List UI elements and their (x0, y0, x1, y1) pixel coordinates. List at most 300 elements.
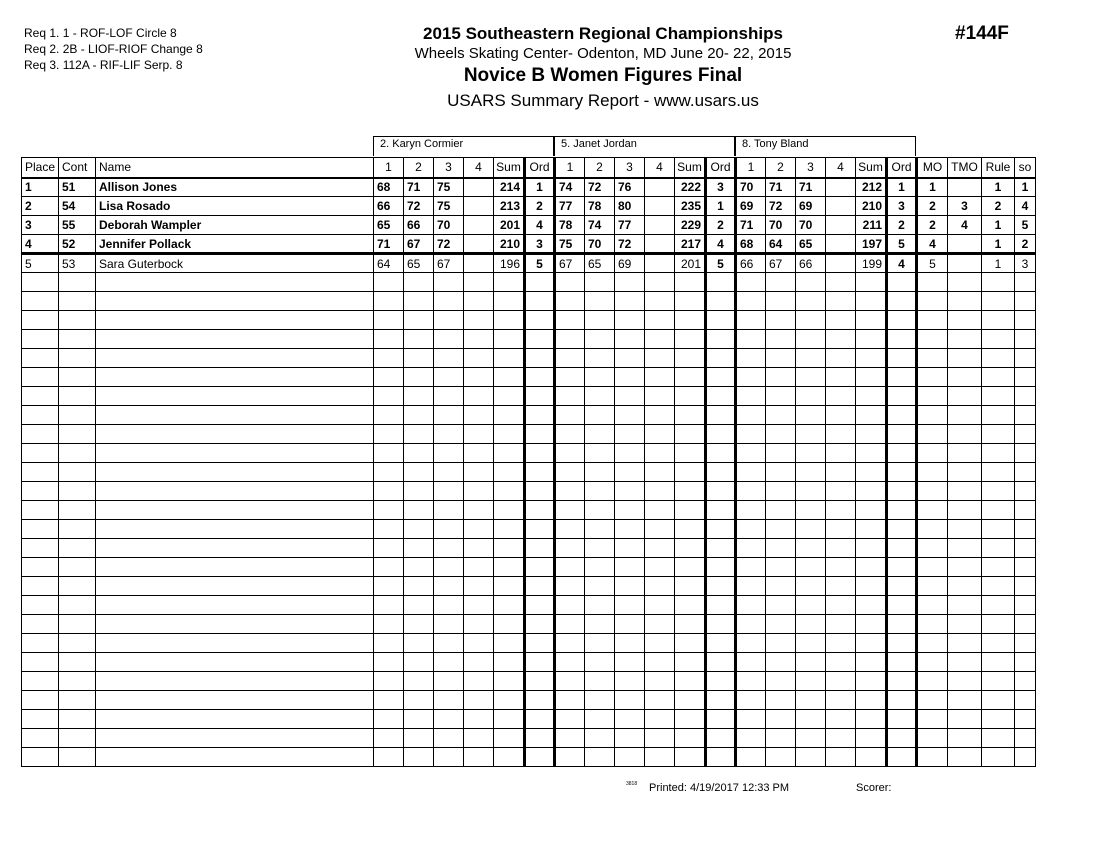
judge2-score1-cell: 77 (555, 197, 585, 216)
judge2-sum-cell: 229 (675, 216, 706, 235)
judge1-score2-cell (404, 672, 434, 691)
judge3-score2-cell (766, 444, 796, 463)
judge2-score2-cell (585, 520, 615, 539)
judge3-score2-cell: 70 (766, 216, 796, 235)
judge1-ord-cell (525, 330, 555, 349)
judge2-score4-cell (645, 235, 675, 254)
judge2-ord-cell (706, 672, 736, 691)
judge1-sum-cell: 201 (494, 216, 525, 235)
rule-cell (982, 520, 1015, 539)
judge3-ord-cell (887, 482, 917, 501)
judge3-score2-cell (766, 672, 796, 691)
judge1-score1-cell (374, 273, 404, 292)
judge3-score4-cell (826, 634, 856, 653)
judge3-ord-cell: 1 (887, 178, 917, 197)
judge2-score2-cell (585, 311, 615, 330)
place-cell (22, 577, 59, 596)
judge1-score3-cell (434, 387, 464, 406)
judge1-score2-cell (404, 273, 434, 292)
judge3-score2-cell (766, 406, 796, 425)
name-cell: Lisa Rosado (96, 197, 374, 216)
judge2-score4-cell (645, 330, 675, 349)
cont-cell (59, 368, 96, 387)
name-cell (96, 311, 374, 330)
judge2-sum-cell (675, 463, 706, 482)
judge1-score2-cell (404, 425, 434, 444)
judge1-score3-cell (434, 349, 464, 368)
judge3-score1-cell (736, 520, 766, 539)
judge2-sum-cell (675, 387, 706, 406)
judge3-score2-cell (766, 292, 796, 311)
rule-cell (982, 273, 1015, 292)
judge2-sum-cell (675, 539, 706, 558)
judge3-score2-cell (766, 748, 796, 767)
so-cell (1015, 710, 1036, 729)
judge2-ord-cell (706, 406, 736, 425)
blank-row (22, 653, 1036, 672)
col-tmo: TMO (948, 158, 982, 178)
judge3-score4-cell (826, 463, 856, 482)
judge2-sum-cell (675, 520, 706, 539)
judge2-score1-cell (555, 425, 585, 444)
blank-row (22, 691, 1036, 710)
judge1-sum-cell (494, 691, 525, 710)
rule-cell (982, 482, 1015, 501)
judge3-score4-cell (826, 672, 856, 691)
place-cell (22, 691, 59, 710)
judge2-score4-cell (645, 425, 675, 444)
column-header-row (22, 158, 1036, 178)
judge1-score1-cell (374, 672, 404, 691)
so-cell (1015, 463, 1036, 482)
judge1-sum-cell (494, 349, 525, 368)
judge3-score3-cell (796, 482, 826, 501)
tmo-cell (948, 387, 982, 406)
col-j1-3: 3 (434, 158, 464, 178)
judge1-score2-cell (404, 482, 434, 501)
so-cell (1015, 539, 1036, 558)
judge1-score1-cell: 66 (374, 197, 404, 216)
judge2-ord-cell (706, 501, 736, 520)
judge1-sum-cell: 213 (494, 197, 525, 216)
judge2-score2-cell: 74 (585, 216, 615, 235)
judge1-score4-cell (464, 349, 494, 368)
judge2-score4-cell (645, 729, 675, 748)
judge2-score4-cell (645, 349, 675, 368)
judge1-score1-cell: 71 (374, 235, 404, 254)
judge1-score3-cell (434, 634, 464, 653)
judge2-score2-cell (585, 539, 615, 558)
judge2-score1-cell (555, 577, 585, 596)
result-row (22, 235, 1036, 254)
so-cell (1015, 653, 1036, 672)
rule-cell (982, 729, 1015, 748)
judge1-score3-cell (434, 273, 464, 292)
judge1-sum-cell (494, 729, 525, 748)
requirement-3: Req 3. 112A - RIF-LIF Serp. 8 (24, 58, 183, 72)
judge2-score3-cell: 69 (615, 254, 645, 273)
judge3-score3-cell (796, 558, 826, 577)
judge1-score4-cell (464, 235, 494, 254)
judge3-score2-cell (766, 729, 796, 748)
judge2-sum-cell (675, 634, 706, 653)
judge3-sum-cell (856, 501, 887, 520)
judge1-score3-cell: 75 (434, 197, 464, 216)
judge2-sum-cell: 222 (675, 178, 706, 197)
judge3-score1-cell (736, 425, 766, 444)
judge2-score1-cell (555, 520, 585, 539)
judge3-sum-cell: 211 (856, 216, 887, 235)
place-cell (22, 482, 59, 501)
judge2-score2-cell (585, 292, 615, 311)
place-cell (22, 634, 59, 653)
tmo-cell (948, 672, 982, 691)
mo-cell (917, 463, 948, 482)
mo-cell (917, 520, 948, 539)
name-cell (96, 292, 374, 311)
judge1-score2-cell (404, 615, 434, 634)
judge2-score1-cell (555, 292, 585, 311)
judge1-sum-cell (494, 482, 525, 501)
judge2-score2-cell (585, 558, 615, 577)
judge2-sum-cell (675, 729, 706, 748)
judge2-score1-cell: 67 (555, 254, 585, 273)
mo-cell (917, 273, 948, 292)
so-cell (1015, 520, 1036, 539)
cont-cell (59, 596, 96, 615)
cont-cell (59, 330, 96, 349)
judge2-ord-cell (706, 596, 736, 615)
judge2-score4-cell (645, 520, 675, 539)
so-cell (1015, 387, 1036, 406)
mo-cell: 4 (917, 235, 948, 254)
place-cell (22, 444, 59, 463)
judge3-sum-cell (856, 330, 887, 349)
judge3-score3-cell (796, 330, 826, 349)
col-j3-ord: Ord (887, 158, 917, 178)
judge2-ord-cell (706, 311, 736, 330)
mo-cell (917, 691, 948, 710)
judge1-score4-cell (464, 387, 494, 406)
judge3-score1-cell: 69 (736, 197, 766, 216)
blank-row (22, 596, 1036, 615)
judge2-sum-cell (675, 311, 706, 330)
so-cell (1015, 311, 1036, 330)
mo-cell (917, 406, 948, 425)
name-cell (96, 748, 374, 767)
judge3-ord-cell (887, 710, 917, 729)
name-cell (96, 672, 374, 691)
judge3-score3-cell (796, 596, 826, 615)
judge3-ord-cell (887, 463, 917, 482)
tmo-cell (948, 482, 982, 501)
so-cell (1015, 748, 1036, 767)
judge3-sum-cell (856, 710, 887, 729)
judge1-sum-cell (494, 501, 525, 520)
judge1-score3-cell (434, 577, 464, 596)
judge2-sum-cell (675, 577, 706, 596)
rule-cell (982, 596, 1015, 615)
judge1-score2-cell (404, 520, 434, 539)
judge1-score1-cell (374, 387, 404, 406)
scorer-label: Scorer: (856, 782, 892, 794)
col-j2-4: 4 (645, 158, 675, 178)
judge2-score3-cell: 80 (615, 197, 645, 216)
judge2-score2-cell (585, 501, 615, 520)
col-j2-1: 1 (555, 158, 585, 178)
judge1-ord-cell (525, 729, 555, 748)
judge1-score2-cell (404, 311, 434, 330)
judge1-score4-cell (464, 558, 494, 577)
judge2-score4-cell (645, 482, 675, 501)
judge3-ord-cell: 3 (887, 197, 917, 216)
cont-cell: 52 (59, 235, 96, 254)
printed-timestamp: Printed: 4/19/2017 12:33 PM (649, 782, 790, 794)
cont-cell (59, 577, 96, 596)
judge3-score2-cell (766, 710, 796, 729)
rule-cell (982, 634, 1015, 653)
judge-header-2: 5. Janet Jordan (554, 136, 735, 156)
judge1-sum-cell (494, 577, 525, 596)
rule-cell (982, 653, 1015, 672)
judge2-sum-cell (675, 444, 706, 463)
judge2-score4-cell (645, 539, 675, 558)
so-cell (1015, 501, 1036, 520)
judge1-score3-cell (434, 311, 464, 330)
mo-cell (917, 596, 948, 615)
place-cell (22, 729, 59, 748)
judge2-score1-cell (555, 501, 585, 520)
judge1-score1-cell (374, 558, 404, 577)
mo-cell: 1 (917, 178, 948, 197)
judge2-score1-cell (555, 539, 585, 558)
mo-cell: 5 (917, 254, 948, 273)
judge1-score3-cell (434, 596, 464, 615)
judge3-sum-cell (856, 672, 887, 691)
judge2-score4-cell (645, 444, 675, 463)
judge3-score2-cell (766, 653, 796, 672)
judge2-score3-cell: 72 (615, 235, 645, 254)
requirement-1: Req 1. 1 - ROF-LOF Circle 8 (24, 26, 177, 40)
place-cell: 4 (22, 235, 59, 254)
judge2-sum-cell (675, 748, 706, 767)
judge3-ord-cell (887, 577, 917, 596)
judge1-score2-cell (404, 577, 434, 596)
judge1-sum-cell (494, 273, 525, 292)
cont-cell (59, 691, 96, 710)
judge2-score2-cell (585, 463, 615, 482)
judge2-ord-cell (706, 710, 736, 729)
mo-cell (917, 501, 948, 520)
judge2-score3-cell (615, 273, 645, 292)
judge1-score4-cell (464, 330, 494, 349)
judge1-sum-cell (494, 387, 525, 406)
judge3-ord-cell (887, 615, 917, 634)
rule-cell: 1 (982, 178, 1015, 197)
cont-cell (59, 425, 96, 444)
cont-cell (59, 349, 96, 368)
judge1-score2-cell (404, 387, 434, 406)
judge1-ord-cell (525, 425, 555, 444)
mo-cell (917, 653, 948, 672)
judge1-score3-cell: 67 (434, 254, 464, 273)
judge1-score2-cell (404, 463, 434, 482)
place-cell: 2 (22, 197, 59, 216)
mo-cell (917, 482, 948, 501)
judge2-score3-cell (615, 425, 645, 444)
judge2-score1-cell (555, 368, 585, 387)
judge3-score3-cell: 65 (796, 235, 826, 254)
judge2-ord-cell (706, 387, 736, 406)
judge2-score4-cell (645, 387, 675, 406)
blank-row (22, 273, 1036, 292)
judge1-score2-cell (404, 596, 434, 615)
judge2-score1-cell (555, 748, 585, 767)
judge3-score1-cell (736, 672, 766, 691)
judge2-sum-cell (675, 349, 706, 368)
name-cell (96, 482, 374, 501)
judge2-sum-cell (675, 501, 706, 520)
so-cell (1015, 330, 1036, 349)
blank-row (22, 311, 1036, 330)
judge3-score4-cell (826, 387, 856, 406)
place-cell (22, 520, 59, 539)
name-cell (96, 406, 374, 425)
judge1-score2-cell (404, 691, 434, 710)
judge2-ord-cell (706, 634, 736, 653)
cont-cell (59, 444, 96, 463)
judge2-score4-cell (645, 368, 675, 387)
cont-cell: 55 (59, 216, 96, 235)
judge1-score3-cell (434, 539, 464, 558)
judge1-score4-cell (464, 444, 494, 463)
name-cell (96, 387, 374, 406)
judge3-score2-cell (766, 482, 796, 501)
judge3-sum-cell (856, 349, 887, 368)
judge2-ord-cell (706, 748, 736, 767)
venue-date: Wheels Skating Center- Odenton, MD June 20- 22, 2015 (414, 45, 792, 62)
name-cell (96, 615, 374, 634)
rule-cell (982, 330, 1015, 349)
judge3-score4-cell (826, 596, 856, 615)
cont-cell (59, 482, 96, 501)
cont-cell (59, 672, 96, 691)
judge3-score1-cell (736, 368, 766, 387)
judge3-sum-cell (856, 520, 887, 539)
so-cell: 5 (1015, 216, 1036, 235)
judge3-score2-cell: 72 (766, 197, 796, 216)
judge2-ord-cell (706, 292, 736, 311)
place-cell (22, 748, 59, 767)
cont-cell (59, 710, 96, 729)
judge3-sum-cell: 197 (856, 235, 887, 254)
judge3-score2-cell (766, 520, 796, 539)
judge2-score1-cell: 75 (555, 235, 585, 254)
place-cell (22, 425, 59, 444)
judge1-score2-cell (404, 653, 434, 672)
judge3-ord-cell (887, 368, 917, 387)
judge2-score4-cell (645, 615, 675, 634)
so-cell (1015, 444, 1036, 463)
judge3-sum-cell (856, 444, 887, 463)
judge1-ord-cell (525, 615, 555, 634)
judge1-ord-cell (525, 311, 555, 330)
blank-row (22, 520, 1036, 539)
judge1-score4-cell (464, 482, 494, 501)
judge2-sum-cell (675, 292, 706, 311)
judge1-ord-cell (525, 748, 555, 767)
judge3-ord-cell (887, 292, 917, 311)
judge3-ord-cell (887, 634, 917, 653)
judge3-score2-cell (766, 577, 796, 596)
cont-cell (59, 273, 96, 292)
judge3-score1-cell (736, 292, 766, 311)
judge2-score1-cell (555, 558, 585, 577)
tmo-cell (948, 292, 982, 311)
col-j2-sum: Sum (675, 158, 706, 178)
judge2-ord-cell (706, 691, 736, 710)
judge1-score4-cell (464, 368, 494, 387)
judge1-ord-cell (525, 292, 555, 311)
blank-row (22, 710, 1036, 729)
judge3-sum-cell (856, 463, 887, 482)
judge3-score1-cell (736, 273, 766, 292)
tmo-cell (948, 729, 982, 748)
judge3-score3-cell (796, 672, 826, 691)
judge1-sum-cell (494, 710, 525, 729)
judge3-score4-cell (826, 273, 856, 292)
judge2-score1-cell (555, 311, 585, 330)
judge1-score3-cell (434, 729, 464, 748)
tmo-cell (948, 349, 982, 368)
judge1-sum-cell (494, 330, 525, 349)
judge2-score4-cell (645, 273, 675, 292)
col-j3-3: 3 (796, 158, 826, 178)
judge2-score1-cell (555, 710, 585, 729)
judge2-ord-cell: 4 (706, 235, 736, 254)
tmo-cell (948, 235, 982, 254)
judge1-score3-cell: 75 (434, 178, 464, 197)
name-cell: Sara Guterbock (96, 254, 374, 273)
judge1-score3-cell (434, 558, 464, 577)
rule-cell (982, 444, 1015, 463)
judge1-ord-cell (525, 444, 555, 463)
judge1-ord-cell (525, 368, 555, 387)
judge2-score1-cell: 74 (555, 178, 585, 197)
judge2-score1-cell (555, 615, 585, 634)
judge3-sum-cell (856, 539, 887, 558)
judge3-score2-cell (766, 615, 796, 634)
judge3-sum-cell: 212 (856, 178, 887, 197)
judge1-score4-cell (464, 273, 494, 292)
judge3-score1-cell (736, 311, 766, 330)
judge3-score4-cell (826, 520, 856, 539)
judge2-score3-cell (615, 615, 645, 634)
judge2-ord-cell (706, 520, 736, 539)
judge3-score4-cell (826, 197, 856, 216)
judge1-score3-cell: 72 (434, 235, 464, 254)
judge3-score3-cell (796, 615, 826, 634)
judge1-ord-cell: 5 (525, 254, 555, 273)
judge3-score1-cell (736, 653, 766, 672)
judge1-score3-cell (434, 368, 464, 387)
mo-cell (917, 710, 948, 729)
judge2-score4-cell (645, 710, 675, 729)
judge1-ord-cell (525, 273, 555, 292)
tmo-cell: 4 (948, 216, 982, 235)
judge1-score1-cell: 65 (374, 216, 404, 235)
rule-cell (982, 463, 1015, 482)
